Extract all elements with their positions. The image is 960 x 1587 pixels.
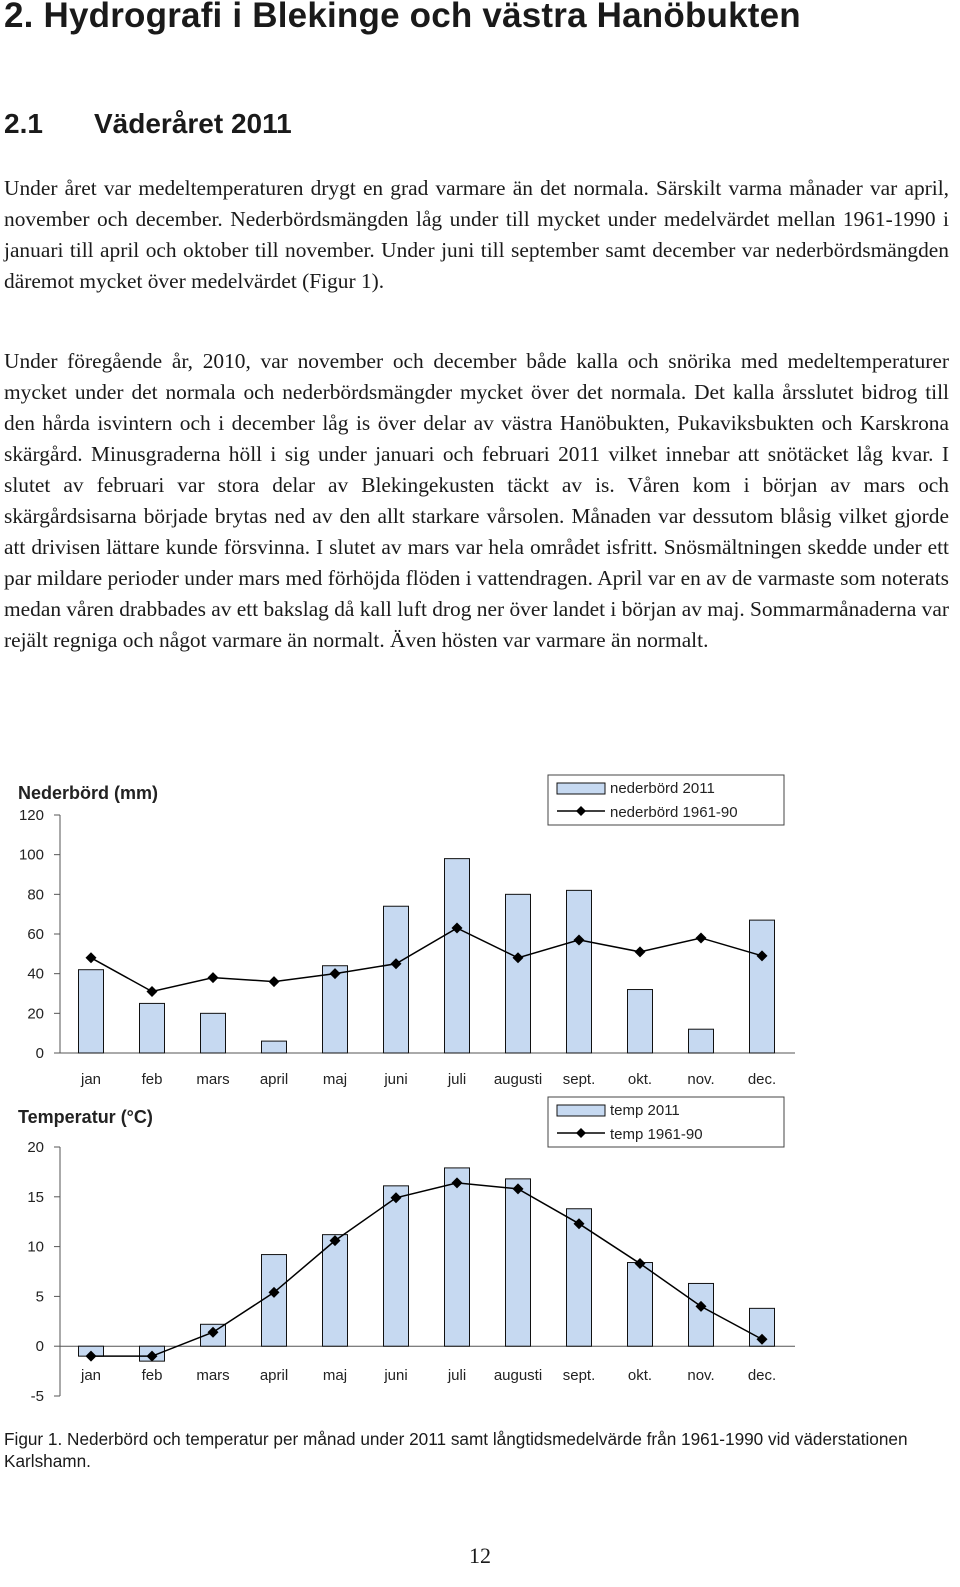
x-tick-label: maj bbox=[322, 1367, 348, 1384]
x-tick-label: juli bbox=[447, 1071, 467, 1088]
subsection-heading bbox=[4, 108, 292, 140]
y-tick-label: 60 bbox=[27, 926, 44, 943]
x-tick-label: nov. bbox=[687, 1367, 715, 1384]
chart-title: Temperatur (°C) bbox=[18, 1107, 153, 1127]
y-tick-label: 40 bbox=[27, 965, 44, 983]
temperature-chart bbox=[0, 1090, 960, 1420]
bar-juli bbox=[445, 859, 470, 1053]
legend-bar-swatch bbox=[557, 1105, 605, 1116]
y-tick-label: 100 bbox=[18, 846, 44, 864]
x-tick-label: feb bbox=[141, 1071, 163, 1088]
y-tick-label: 20 bbox=[27, 1005, 44, 1023]
temperature-chart-svg bbox=[0, 1090, 960, 1420]
y-tick-label: 0 bbox=[35, 1045, 44, 1062]
x-tick-label: dec. bbox=[747, 1367, 777, 1384]
bar-juli bbox=[445, 1168, 470, 1346]
x-tick-label: jan bbox=[80, 1071, 102, 1088]
x-tick-label: sept. bbox=[562, 1071, 596, 1088]
x-tick-label: okt. bbox=[627, 1367, 653, 1384]
precipitation-chart-svg bbox=[0, 770, 960, 1100]
figure-caption: Figur 1. Nederbörd och temperatur per månad under 2011 samt långtidsmedelvärde från 1961-1990 vid väderstationen Karlshamn. bbox=[4, 1429, 908, 1471]
bar-sept. bbox=[567, 890, 592, 1053]
point-mars bbox=[208, 972, 219, 983]
bar-okt. bbox=[628, 990, 653, 1053]
y-tick-label: 20 bbox=[27, 1139, 44, 1156]
x-tick-label: mars bbox=[196, 1367, 230, 1384]
y-tick-label: 80 bbox=[27, 886, 44, 904]
x-tick-label: augusti bbox=[493, 1071, 543, 1088]
x-tick-label: dec. bbox=[747, 1071, 777, 1088]
bar-feb bbox=[140, 1003, 165, 1053]
chart-title: Nederbörd (mm) bbox=[18, 783, 159, 803]
bar-mars bbox=[201, 1013, 226, 1053]
y-tick-label: 5 bbox=[35, 1288, 44, 1306]
paragraph-2: Under föregående år, 2010, var november och december både kalla och snörika med medeltemperaturer mycket under det normala och nederbördsmängder mycket över det normala. Det kalla årsslutet bidrog till den hårda isvintern och i december låg is över delar av västra Hanöbukten, Pukaviksbukten och Karskrona skärgård. Minusgraderna höll i sig under januari och februari 2011 vilket innebar att snötäcket låg kvar. I slutet av februari var stora delar av Blekingekusten täckt av is. Våren kom i början av mars och skärgårdsisarna började brytas ned av den allt starkare vårsolen. Månaden var dessutom blåsig vilket gjorde att drivisen lättare kunde försvinna. I slutet av mars var hela området isfritt. Snösmältningen skedde under ett par mildare perioder under mars med förhöjda flöden i vattendragen. April var en av de varmaste som noterats medan våren drabbades av ett bakslag då kall luft drog ner över landet i början av maj. Sommarmånaderna var rejält regniga och något varmare än normalt. Även hösten var varmare än normalt. bbox=[4, 349, 949, 652]
bar-okt. bbox=[628, 1263, 653, 1347]
series-line-normal bbox=[91, 1183, 762, 1356]
x-tick-label: feb bbox=[141, 1367, 163, 1384]
bar-april bbox=[262, 1255, 287, 1347]
x-tick-label: nov. bbox=[687, 1071, 715, 1088]
legend-label-normal: temp 1961-90 bbox=[610, 1126, 703, 1143]
y-tick-label: 120 bbox=[18, 807, 44, 824]
subsection-title: Väderåret 2011 bbox=[94, 108, 292, 139]
x-tick-label: sept. bbox=[562, 1367, 596, 1384]
x-tick-label: juni bbox=[384, 1367, 408, 1384]
x-tick-label: april bbox=[259, 1071, 289, 1088]
point-jan bbox=[86, 952, 97, 963]
x-tick-label: augusti bbox=[493, 1367, 543, 1384]
x-tick-label: maj bbox=[322, 1071, 348, 1088]
bar-nov. bbox=[689, 1029, 714, 1053]
point-okt. bbox=[635, 946, 646, 957]
y-tick-label: -5 bbox=[30, 1388, 44, 1405]
y-tick-label: 0 bbox=[35, 1338, 44, 1356]
x-tick-label: juli bbox=[447, 1367, 467, 1384]
bar-juni bbox=[384, 906, 409, 1053]
page-number: 12 bbox=[469, 1543, 491, 1568]
x-tick-label: jan bbox=[80, 1367, 102, 1384]
bar-juni bbox=[384, 1186, 409, 1346]
legend-label-2011: nederbörd 2011 bbox=[610, 780, 715, 797]
legend-label-2011: temp 2011 bbox=[610, 1102, 680, 1119]
bar-dec. bbox=[750, 920, 775, 1053]
bar-april bbox=[262, 1041, 287, 1053]
y-tick-label: 10 bbox=[27, 1238, 44, 1256]
section-heading: 2. Hydrografi i Blekinge och västra Hanöbukten bbox=[4, 0, 801, 35]
bar-maj bbox=[323, 1235, 348, 1347]
bar-jan bbox=[79, 970, 104, 1053]
x-tick-label: april bbox=[259, 1367, 289, 1384]
x-tick-label: mars bbox=[196, 1071, 230, 1088]
precipitation-chart bbox=[0, 770, 960, 1100]
point-feb bbox=[147, 986, 158, 997]
point-nov. bbox=[696, 932, 707, 943]
series-line-normal bbox=[91, 928, 762, 991]
x-tick-label: juni bbox=[384, 1071, 408, 1088]
paragraph-1: Under året var medeltemperaturen drygt en grad varmare än det normala. Särskilt varma månader var april, november och december. Nederbördsmängden låg under till mycket under medelvärdet mellan 1961-1990 i januari till april och oktober till november. Under juni till september samt december var nederbördsmängden däremot mycket över medelvärdet (Figur 1). bbox=[4, 176, 949, 293]
y-tick-label: 15 bbox=[27, 1188, 44, 1206]
subsection-number: 2.1 bbox=[4, 108, 43, 139]
x-tick-label: okt. bbox=[627, 1071, 653, 1088]
legend-bar-swatch bbox=[557, 783, 605, 794]
bar-nov. bbox=[689, 1283, 714, 1346]
legend-label-normal: nederbörd 1961-90 bbox=[610, 804, 738, 821]
bar-augusti bbox=[506, 1179, 531, 1346]
bar-augusti bbox=[506, 894, 531, 1053]
point-april bbox=[269, 976, 280, 987]
